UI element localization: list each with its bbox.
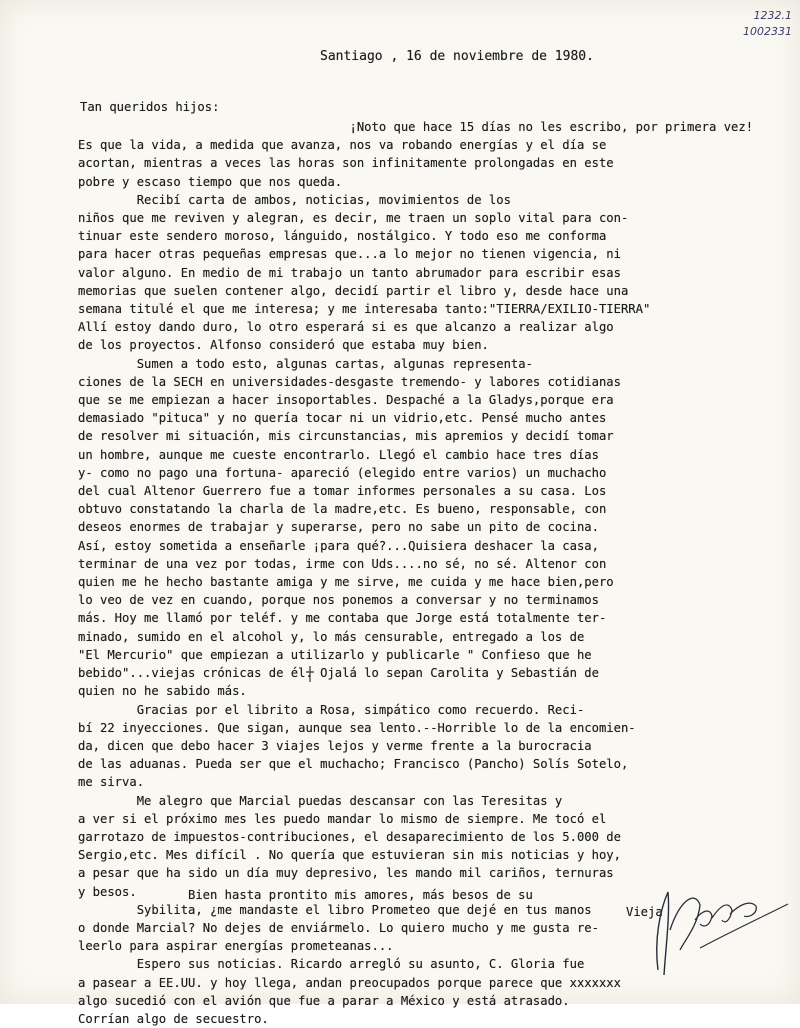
body-line: Es que la vida, a medida que avanza, nos va robando energías y el día se: [78, 138, 607, 153]
body-line: bebido"...viejas crónicas de él. Ojalá lo sepan Carolita y Sebastián de: [78, 666, 599, 681]
body-line: algo sucedió con el avión que fue a parar a México y está atrasado.: [78, 993, 570, 1008]
body-line: garrotazo de impuestos-contribuciones, el desaparecimiento de los 5.000 de: [78, 829, 621, 844]
body-line: me sirva.: [78, 775, 145, 790]
body-line: minado, sumido en el alcohol y, lo más censurable, entregado a los de: [78, 629, 585, 644]
body-line: Recibí carta de ambos, noticias, movimientos de los: [78, 192, 511, 207]
closing-line: Bien hasta prontito mis amores, más besos de su: [188, 888, 533, 902]
dateline: Santiago , 16 de noviembre de 1980.: [320, 49, 594, 64]
body-line: demasiado "pituca" y no quería tocar ni un vidrio,etc. Pensé mucho antes: [78, 411, 607, 426]
body-line: de resolver mi situación, mis circunstancias, mis apremios y decidí tomar: [78, 429, 614, 444]
body-line: Me alegro que Marcial puedas descansar con las Teresitas y: [78, 793, 563, 808]
body-line: a pasear a EE.UU. y hoy llega, andan preocupados porque parece que xxxxxxx: [78, 975, 621, 990]
ink-mark: [300, 664, 320, 694]
body-line: Sybilita, ¿me mandaste el libro Prometeo que dejé en tus manos: [78, 902, 592, 917]
body-line: un hombre, aunque me cueste encontrarlo. Llegó el cambio hace tres días: [78, 447, 599, 462]
body-line: a pesar que ha sido un día muy depresivo, les mando mil cariños, ternuras: [78, 866, 614, 881]
body-line: ciones de la SECH en universidades-desgaste tremendo- y labores cotidianas: [78, 374, 621, 389]
body-line: del cual Altenor Guerrero fue a tomar informes personales a su casa. Los: [78, 484, 607, 499]
body-line: más. Hoy me llamó por teléf. y me contaba que Jorge está totalmente ter-: [78, 611, 607, 626]
body-line: y- como no pago una fortuna- apareció (elegido entre varios) un muchacho: [78, 465, 607, 480]
body-line: semana titulé el que me interesa; y me interesaba tanto:"TIERRA/EXILIO-TIERRA": [78, 302, 651, 317]
archive-code: [743, 8, 792, 40]
body-line: niños que me reviven y alegran, es decir, me traen un soplo vital para con-: [78, 211, 629, 226]
body-line: o donde Marcial? No dejes de enviármelo. Lo quiero mucho y me gusta re-: [78, 920, 599, 935]
body-line: pobre y escaso tiempo que nos queda.: [78, 174, 343, 189]
body-line: a ver si el próximo mes les puedo mandar lo mismo de siempre. Me tocó el: [78, 811, 607, 826]
body-line: obtuvo constatando la charla de la madre,etc. Es bueno, responsable, con: [78, 502, 607, 517]
body-line: valor alguno. En medio de mi trabajo un tanto abrumador para escribir esas: [78, 265, 621, 280]
body-line: que se me empiezan a hacer insoportables. Despaché a la Gladys,porque era: [78, 393, 614, 408]
body-line: Espero sus noticias. Ricardo arregló su asunto, C. Gloria fue: [78, 957, 585, 972]
body-line: da, dicen que debo hacer 3 viajes lejos y verme frente a la burocracia: [78, 738, 592, 753]
signature-word: Vieja: [626, 905, 663, 919]
body-line: acortan, mientras a veces las horas son infinitamente prolongadas en este: [78, 156, 614, 171]
body-line: y besos.: [78, 884, 137, 899]
body-line: bí 22 inyecciones. Que sigan, aunque sea lento.--Horrible lo de la encomien-: [78, 720, 636, 735]
body-line: Sergio,etc. Mes difícil . No quería que estuvieran sin mis noticias y hoy,: [78, 848, 621, 863]
body-line: leerlo para aspirar energías prometeanas...: [78, 939, 394, 954]
body-line: Gracias por el librito a Rosa, simpático como recuerdo. Reci-: [78, 702, 585, 717]
body-line: ¡Noto que hace 15 días no les escribo, por primera vez!: [78, 120, 754, 134]
body-line: para hacer otras pequeñas empresas que...a lo mejor no tienen vigencia, ni: [78, 247, 621, 262]
body-line: Así, estoy sometida a enseñarle ¡para qué?...Quisiera deshacer la casa,: [78, 538, 599, 553]
body-line: Sumen a todo esto, algunas cartas, algunas representa-: [78, 356, 533, 371]
handwritten-signature: [640, 870, 790, 980]
body-line: terminar de una vez por todas, irme con Uds....no sé, no sé. Altenor con: [78, 556, 607, 571]
body-line: memorias que suelen contener algo, decidí partir el libro y, desde hace una: [78, 283, 629, 298]
salutation: Tan queridos hijos:: [80, 100, 220, 114]
body-line: Corrían algo de secuestro.: [78, 1011, 269, 1026]
body-line: Allí estoy dando duro, lo otro esperará si es que alcanzo a realizar algo: [78, 320, 614, 335]
archive-code-line-1: 1232.1: [753, 9, 792, 22]
body-line: deseos enormes de trabajar y superarse, pero no sabe un pito de cocina.: [78, 520, 599, 535]
body-line: de las aduanas. Pueda ser que el muchacho; Francisco (Pancho) Solís Sotelo,: [78, 757, 629, 772]
body-line: de los proyectos. Alfonso consideró que estaba muy bien.: [78, 338, 489, 353]
body-line: quien me he hecho bastante amiga y me sirve, me cuida y me hace bien,pero: [78, 575, 614, 590]
archive-code-line-2: 1002331: [743, 25, 792, 38]
body-line: quien no he sabido más.: [78, 684, 247, 699]
body-line: tinuar este sendero moroso, lánguido, nostálgico. Y todo eso me conforma: [78, 229, 607, 244]
body-line: lo veo de vez en cuando, porque nos ponemos a conversar y no terminamos: [78, 593, 599, 608]
body-line: "El Mercurio" que empiezan a utilizarlo y publicarle " Confieso que he: [78, 647, 592, 662]
